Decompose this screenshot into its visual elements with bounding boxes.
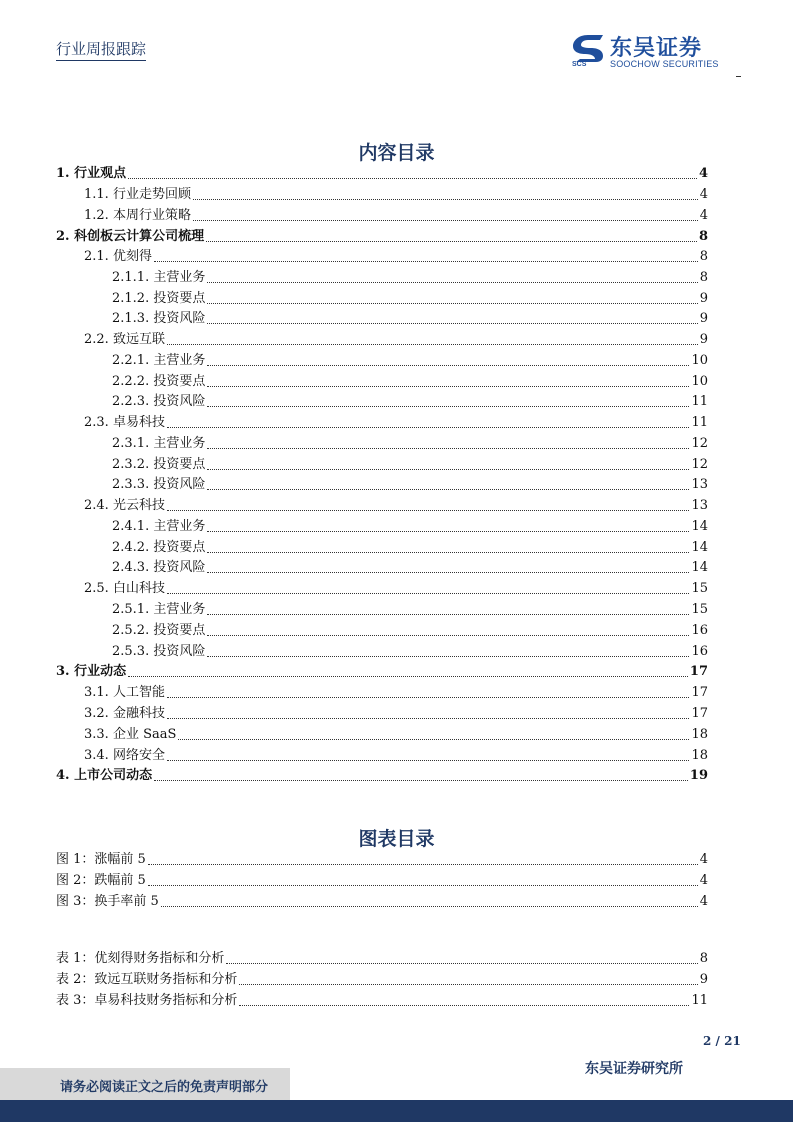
figure-entry-label: 图 1：涨幅前 5 [56,852,146,867]
leader-dots [148,864,698,865]
toc-entry-label: 2.2.3. 投资风险 [112,394,206,409]
leader-dots [167,593,690,594]
table-entry[interactable] [56,989,708,1009]
toc-entry[interactable] [112,370,708,390]
leader-dots [207,323,697,324]
toc-entry[interactable] [112,390,708,410]
toc-entry[interactable] [112,349,708,369]
toc-entry[interactable] [112,515,708,535]
figures-title: 图表目录 [358,828,435,850]
toc-entry-page: 12 [691,436,708,451]
toc-entry-label: 3.2. 金融科技 [84,706,165,721]
toc-entry-page: 12 [691,457,708,472]
leader-dots [193,220,698,221]
leader-dots [207,614,689,615]
toc-entry-page: 8 [699,270,708,285]
figure-entry-page: 4 [699,894,708,909]
toc-entry[interactable] [56,225,708,245]
toc-entry[interactable] [56,162,708,182]
table-entry-page: 9 [699,972,708,987]
page-number: 2 / 21 [703,1034,741,1048]
leader-dots [207,365,689,366]
toc-entry[interactable] [84,245,708,265]
toc-entry-label: 1.2. 本周行业策略 [84,208,191,223]
toc-entry[interactable] [112,640,708,660]
header-mark [736,76,741,77]
leader-dots [206,241,697,242]
toc-entry-page: 4 [699,187,708,202]
toc-entry-page: 14 [691,540,708,555]
leader-dots [178,739,689,740]
leader-dots [167,718,690,719]
toc-entry[interactable] [84,681,708,701]
toc-entry-page: 8 [698,229,708,244]
toc-entry-page: 8 [699,249,708,264]
toc-entry[interactable] [84,702,708,722]
leader-dots [207,282,697,283]
toc-entry[interactable] [112,432,708,452]
leader-dots [207,552,689,553]
figure-entry[interactable] [56,848,708,868]
toc-entry-page: 16 [691,644,708,659]
toc-entry[interactable] [84,744,708,764]
toc-entry-page: 9 [699,291,708,306]
toc-entry-label: 1. 行业观点 [56,166,127,181]
leader-dots [239,984,697,985]
toc-entry[interactable] [112,473,708,493]
toc-entry-label: 2.1. 优刻得 [84,249,152,264]
leader-dots [128,676,688,677]
logo-name-en: SOOCHOW SECURITIES [610,59,719,69]
footer-band [0,1100,793,1122]
toc-entry-page: 9 [699,332,708,347]
leader-dots [167,760,690,761]
toc-entry-label: 2. 科创板云计算公司梳理 [56,229,205,244]
leader-dots [207,448,689,449]
toc-entry-page: 17 [691,706,708,721]
toc-entry-label: 2.3. 卓易科技 [84,415,165,430]
toc-entry[interactable] [84,328,708,348]
toc-entry-page: 11 [691,415,708,430]
toc-entry[interactable] [112,266,708,286]
toc-entry-page: 10 [691,374,708,389]
figure-entry-page: 4 [699,852,708,867]
toc-entry-label: 2.1.3. 投资风险 [112,311,206,326]
toc-entry-label: 2.4.3. 投资风险 [112,560,206,575]
leader-dots [207,656,689,657]
toc-entry[interactable] [84,494,708,514]
toc-entry-page: 4 [698,166,708,181]
toc-entry-label: 2.3.1. 主营业务 [112,436,206,451]
figure-entry-page: 4 [699,873,708,888]
toc-entry-page: 16 [691,623,708,638]
toc-entry-label: 2.3.2. 投资要点 [112,457,206,472]
figure-entry[interactable] [56,890,708,910]
leader-dots [207,572,689,573]
report-type-label: 行业周报跟踪 [56,40,147,58]
table-entry-label: 表 3：卓易科技财务指标和分析 [56,993,238,1008]
toc-entry-label: 2.5. 白山科技 [84,581,165,596]
toc-entry-label: 4. 上市公司动态 [56,768,153,783]
toc-entry[interactable] [84,204,708,224]
figure-entry-label: 图 3：换手率前 5 [56,894,159,909]
toc-title: 内容目录 [358,142,435,164]
toc-entry[interactable] [84,183,708,203]
toc-entry-label: 3.1. 人工智能 [84,685,165,700]
toc-entry-page: 15 [691,602,708,617]
leader-dots [167,344,698,345]
toc-entry-page: 14 [691,519,708,534]
toc-entry-page: 13 [691,477,708,492]
toc-entry-label: 2.1.1. 主营业务 [112,270,206,285]
toc-entry-page: 17 [691,685,708,700]
toc-entry-page: 15 [691,581,708,596]
company-logo [570,33,735,73]
leader-dots [193,199,698,200]
toc-entry-label: 2.2.1. 主营业务 [112,353,206,368]
toc-entry-label: 3.3. 企业 SaaS [84,727,177,742]
toc-entry-page: 10 [691,353,708,368]
toc-entry-page: 18 [691,727,708,742]
leader-dots [207,489,689,490]
table-entry-label: 表 2：致远互联财务指标和分析 [56,972,238,987]
leader-dots [207,469,689,470]
leader-dots [239,1005,689,1006]
toc-entry-label: 2.4.2. 投资要点 [112,540,206,555]
leader-dots [148,885,698,886]
leader-dots [207,386,689,387]
leader-dots [161,906,698,907]
table-entry[interactable] [56,968,708,988]
toc-entry[interactable] [84,411,708,431]
toc-entry-page: 13 [691,498,708,513]
toc-entry[interactable] [112,453,708,473]
logo-name-cn: 东吴证券 [610,36,703,61]
toc-entry[interactable] [84,723,708,743]
toc-entry-label: 2.1.2. 投资要点 [112,291,206,306]
leader-dots [154,780,688,781]
leader-dots [207,406,689,407]
leader-dots [207,303,697,304]
toc-entry-label: 3. 行业动态 [56,664,127,679]
toc-entry-label: 2.2. 致远互联 [84,332,165,347]
toc-entry-page: 17 [689,664,708,679]
toc-entry-label: 2.5.2. 投资要点 [112,623,206,638]
toc-entry-page: 18 [691,748,708,763]
toc-entry-label: 1.1. 行业走势回顾 [84,187,191,202]
leader-dots [128,178,697,179]
toc-entry-label: 2.4. 光云科技 [84,498,165,513]
toc-entry-label: 2.2.2. 投资要点 [112,374,206,389]
toc-entry[interactable] [112,307,708,327]
table-entry[interactable] [56,947,708,967]
toc-entry[interactable] [84,577,708,597]
disclaimer-text: 请务必阅读正文之后的免责声明部分 [60,1080,269,1095]
table-entry-page: 11 [691,993,708,1008]
toc-entry[interactable] [56,764,708,784]
toc-entry-label: 2.5.3. 投资风险 [112,644,206,659]
leader-dots [207,635,689,636]
toc-entry-page: 4 [699,208,708,223]
leader-dots [207,531,689,532]
toc-entry-label: 3.4. 网络安全 [84,748,165,763]
figure-entry-label: 图 2：跌幅前 5 [56,873,146,888]
toc-entry[interactable] [56,660,708,680]
leader-dots [167,510,690,511]
figure-entry[interactable] [56,869,708,889]
toc-entry-label: 2.3.3. 投资风险 [112,477,206,492]
toc-entry[interactable] [112,619,708,639]
toc-entry-page: 9 [699,311,708,326]
toc-entry-page: 19 [689,768,708,783]
toc-entry[interactable] [112,598,708,618]
institute-name: 东吴证券研究所 [585,1061,683,1077]
table-entry-page: 8 [699,951,708,966]
toc-entry-label: 2.5.1. 主营业务 [112,602,206,617]
toc-entry-label: 2.4.1. 主营业务 [112,519,206,534]
toc-entry[interactable] [112,536,708,556]
toc-entry-page: 11 [691,394,708,409]
leader-dots [154,261,698,262]
leader-dots [226,963,697,964]
leader-dots [167,427,690,428]
toc-entry[interactable] [112,287,708,307]
table-entry-label: 表 1：优刻得财务指标和分析 [56,951,225,966]
toc-entry[interactable] [112,556,708,576]
logo-abbr: SCS [572,61,587,68]
toc-entry-page: 14 [691,560,708,575]
leader-dots [167,697,690,698]
